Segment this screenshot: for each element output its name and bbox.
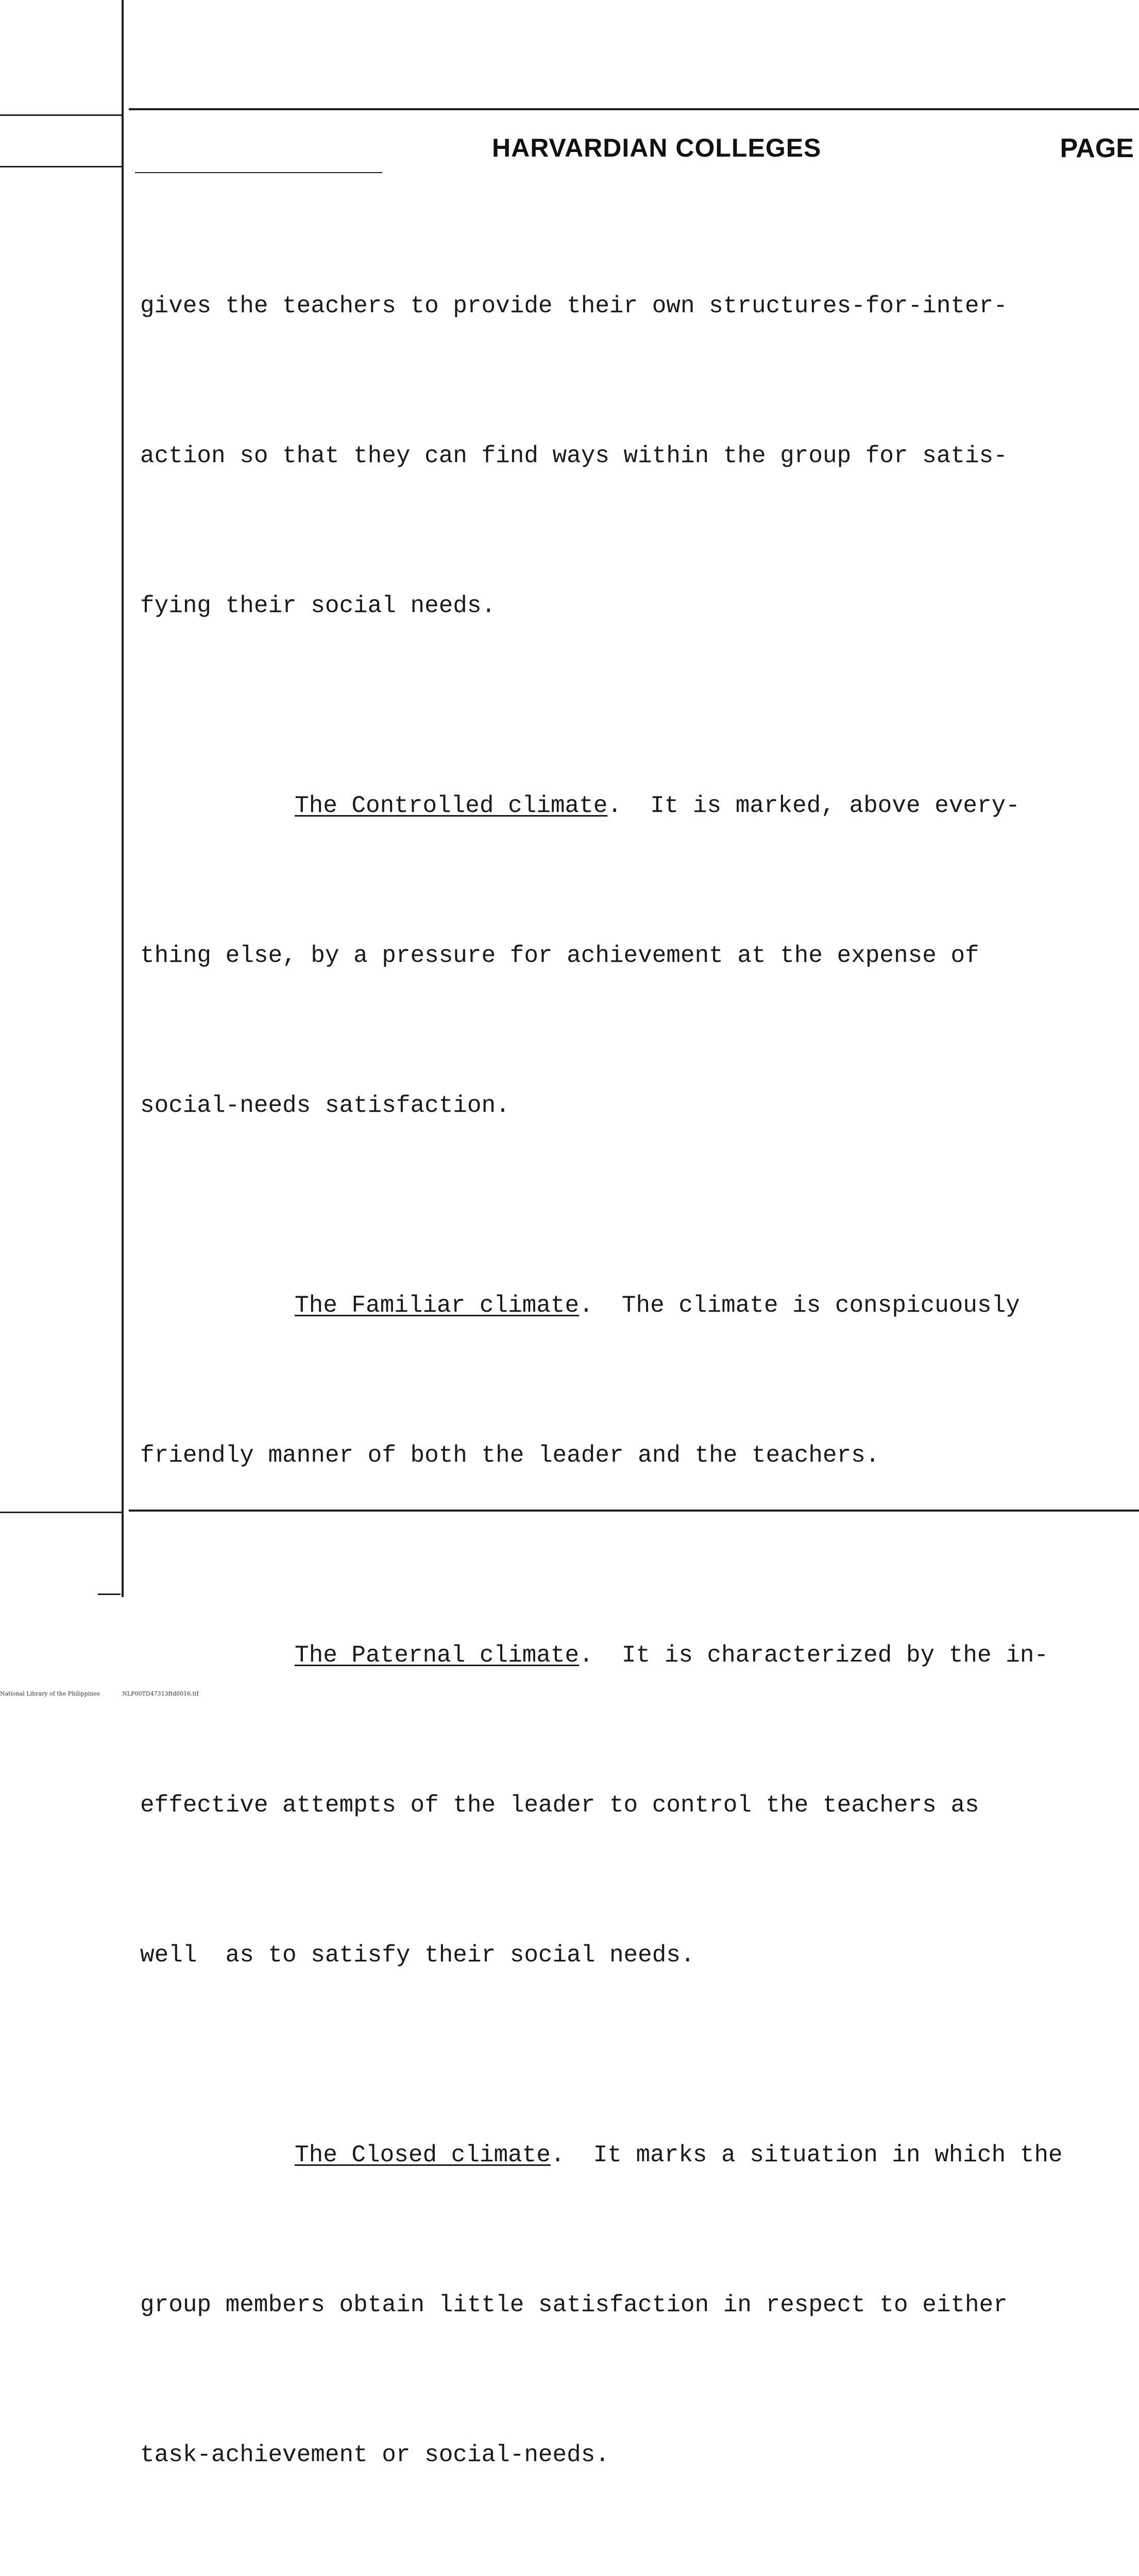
term-controlled-climate: The Controlled climate — [295, 792, 608, 819]
definition-paternal — [140, 1631, 1139, 1681]
left-margin-line — [122, 0, 124, 1597]
definition-controlled — [140, 781, 1139, 831]
document-body — [140, 181, 1139, 2576]
text-line: well as to satisfy their social needs. — [140, 1942, 695, 1969]
definition-text: . It is marked, above every- — [607, 792, 1020, 819]
sub-rule-left — [0, 166, 122, 167]
term-paternal-climate: The Paternal climate — [295, 1642, 580, 1669]
text-line: effective attempts of the leader to control the teachers as — [140, 1792, 979, 1819]
header-rule — [129, 108, 1139, 110]
text-line: gives the teachers to provide their own structures-for-inter- — [140, 293, 1008, 319]
text-line: friendly manner of both the leader and the teachers. — [140, 1442, 880, 1469]
footer-rule-left — [0, 1512, 122, 1513]
text-line: action so that they can find ways within the group for satis- — [140, 443, 1008, 469]
sub-rule-right — [135, 172, 382, 173]
scan-footer — [0, 1690, 219, 1697]
term-familiar-climate: The Familiar climate — [295, 1292, 580, 1319]
definition-text: . It marks a situation in which the — [550, 2142, 1063, 2168]
definition-familiar — [140, 1281, 1139, 1331]
text-line: group members obtain little satisfaction in respect to either — [140, 2292, 1008, 2318]
text-line: fying their social needs. — [140, 592, 496, 619]
text-line: task-achievement or social-needs. — [140, 2442, 609, 2468]
definition-text: . The climate is conspicuously — [579, 1292, 1020, 1319]
page-label: PAGE — [1060, 133, 1134, 163]
definition-closed — [140, 2130, 1139, 2180]
footer-file: NLP00TD47313ftd0016.tif — [122, 1690, 199, 1697]
definition-text: . It is characterized by the in- — [579, 1642, 1049, 1669]
footer-source: National Library of the Philippines — [0, 1690, 100, 1697]
margin-tick — [98, 1594, 121, 1595]
page-title: HARVARDIAN COLLEGES — [492, 133, 822, 162]
text-line: social-needs satisfaction. — [140, 1092, 510, 1119]
term-closed-climate: The Closed climate — [295, 2142, 551, 2168]
header-rule-left — [0, 114, 122, 116]
text-line: thing else, by a pressure for achievement at the expense of — [140, 942, 979, 969]
